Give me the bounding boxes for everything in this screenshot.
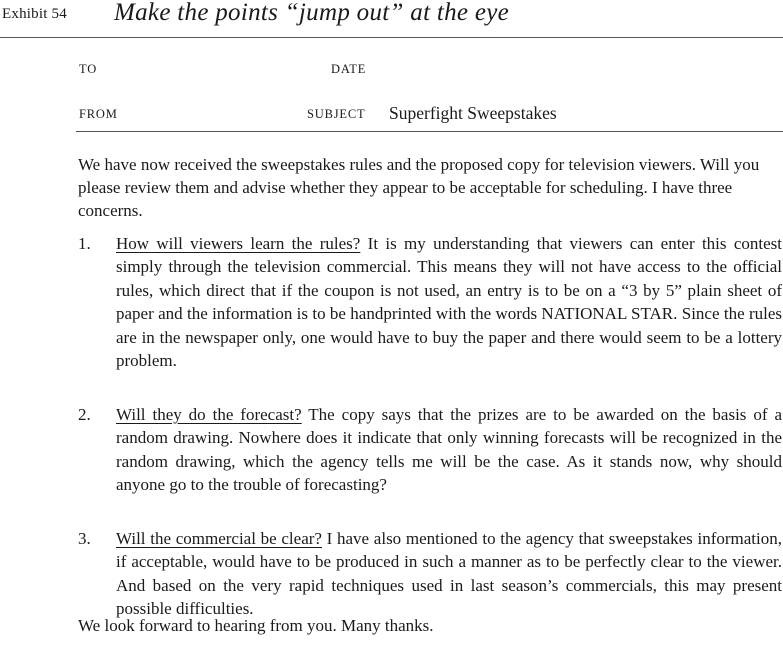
from-label: FROM (79, 107, 118, 121)
date-label: DATE (331, 62, 367, 76)
item-text: The copy says that the prizes are to be awarded on the basis of a random drawing. Nowhere does it indicate that only winning forecasts will be recognized in the random drawing, which the agency tells me will be the case. As it stands now, why should anyone go to the trouble of forecasting? (116, 405, 782, 495)
exhibit-header (0, 0, 783, 36)
item-number: 1. (78, 234, 91, 253)
exhibit-title: Make the points “jump out” at the eye (114, 0, 510, 26)
to-label: TO (79, 62, 98, 76)
item-body (116, 232, 782, 372)
item-body (116, 527, 782, 621)
item-lead: Will they do the forecast? (116, 405, 302, 424)
item-text: I have also mentioned to the agency that sweepstakes information, if acceptable, would have to be produced in such a manner as to be perfectly clear to the viewer. And based on the very rapid techniques used in last season’s commercials, this may present possible difficulties. (116, 529, 782, 619)
item-text: It is my understanding that viewers can enter this contest simply through the television commercial. This means they will not have access to the official rules, which direct that if the coupon is not used, an entry is to be on a “3 by 5” plain sheet of paper and the information is to be handprinted with the words NATIONAL STAR. Since the rules are in the newspaper only, one would have to buy the paper and there would seem to be a lottery problem. (116, 234, 783, 371)
item-number: 3. (78, 529, 91, 548)
item-number: 2. (78, 405, 91, 424)
header-rule (76, 131, 783, 132)
item-body (116, 403, 782, 497)
closing-paragraph: We look forward to hearing from you. Many thanks. (78, 616, 434, 635)
subject-value: Superfight Sweepstakes (389, 103, 557, 123)
intro-paragraph: We have now received the sweepstakes rules and the proposed copy for television viewers. Will you please review them and advise whether they appear to be acceptable for scheduling. I have three concerns. (78, 155, 760, 220)
subject-label: SUBJECT (307, 107, 366, 121)
top-rule (0, 37, 783, 38)
item-lead: Will the commercial be clear? (116, 529, 322, 548)
item-lead: How will viewers learn the rules? (116, 234, 361, 253)
exhibit-label: Exhibit 54 (2, 6, 67, 22)
